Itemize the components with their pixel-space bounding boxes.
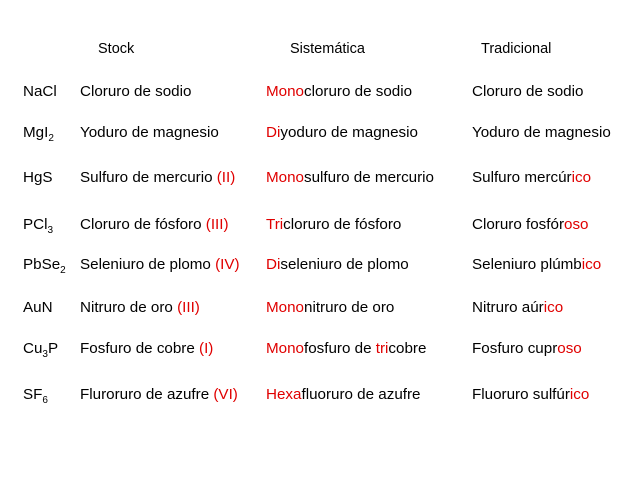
header-tradicional: Tradicional bbox=[481, 41, 552, 57]
traditional-name-cell bbox=[472, 299, 563, 316]
text-segment: Nitruro aúr bbox=[472, 299, 544, 316]
formula-cell bbox=[23, 124, 54, 144]
table-row bbox=[0, 386, 638, 408]
subscript: 2 bbox=[48, 133, 54, 144]
systematic-name-cell bbox=[266, 386, 421, 403]
text-segment: SF bbox=[23, 386, 43, 403]
formula-cell bbox=[23, 386, 48, 406]
text-segment: cloruro de fósforo bbox=[283, 216, 402, 233]
text-segment: Sulfuro mercúr bbox=[472, 169, 572, 186]
text-segment: fluoruro de azufre bbox=[301, 386, 421, 403]
highlighted-segment: (VI) bbox=[213, 386, 238, 403]
highlighted-segment: (III) bbox=[205, 216, 229, 233]
highlighted-segment: Di bbox=[266, 124, 281, 141]
text-segment: P bbox=[47, 340, 59, 357]
stock-name-cell bbox=[80, 256, 240, 273]
traditional-name-cell bbox=[472, 124, 611, 141]
table-row bbox=[0, 216, 638, 238]
table-row bbox=[0, 299, 638, 321]
text-segment: Nitruro de oro bbox=[80, 299, 178, 316]
traditional-name-cell bbox=[472, 216, 589, 233]
text-segment: Cloruro fosfór bbox=[472, 216, 565, 233]
text-segment: Yoduro de magnesio bbox=[80, 124, 219, 141]
text-segment: fosfuro de bbox=[304, 340, 376, 357]
systematic-name-cell bbox=[266, 256, 409, 273]
highlighted-segment: ico bbox=[571, 169, 592, 186]
highlighted-segment: (II) bbox=[216, 169, 236, 186]
formula-cell bbox=[23, 299, 53, 316]
text-segment: PCl bbox=[23, 216, 48, 233]
highlighted-segment: Mono bbox=[266, 299, 304, 316]
text-segment: cobre bbox=[388, 340, 427, 357]
subscript: 3 bbox=[47, 225, 54, 236]
highlighted-segment: ico bbox=[581, 256, 602, 273]
stock-name-cell bbox=[80, 124, 219, 141]
highlighted-segment: ico bbox=[543, 299, 564, 316]
traditional-name-cell bbox=[472, 340, 582, 357]
stock-name-cell bbox=[80, 340, 213, 357]
traditional-name-cell bbox=[472, 256, 601, 273]
systematic-name-cell bbox=[266, 299, 394, 316]
text-segment: NaCl bbox=[23, 83, 57, 100]
text-segment: seleniuro de plomo bbox=[280, 256, 409, 273]
stock-name-cell bbox=[80, 169, 235, 186]
subscript: 2 bbox=[60, 265, 66, 276]
formula-cell bbox=[23, 340, 59, 360]
text-segment: PbSe bbox=[23, 256, 61, 273]
text-segment: yoduro de magnesio bbox=[280, 124, 418, 141]
stock-name-cell bbox=[80, 83, 191, 100]
highlighted-segment: ico bbox=[569, 386, 590, 403]
stock-name-cell bbox=[80, 216, 229, 233]
highlighted-segment: (III) bbox=[177, 299, 200, 316]
text-segment: Seleniuro plúmb bbox=[472, 256, 582, 273]
highlighted-segment: (IV) bbox=[215, 256, 240, 273]
text-segment: HgS bbox=[23, 169, 53, 186]
formula-cell bbox=[23, 169, 53, 186]
highlighted-segment: oso bbox=[557, 340, 582, 357]
traditional-name-cell bbox=[472, 386, 589, 403]
formula-cell bbox=[23, 83, 57, 100]
table-row bbox=[0, 169, 638, 191]
subscript: 6 bbox=[42, 395, 48, 406]
header-stock: Stock bbox=[98, 41, 135, 57]
text-segment: cloruro de sodio bbox=[304, 83, 413, 100]
text-segment: nitruro de oro bbox=[304, 299, 395, 316]
text-segment: sulfuro de mercurio bbox=[304, 169, 434, 186]
systematic-name-cell bbox=[266, 83, 412, 100]
highlighted-segment: tri bbox=[375, 340, 389, 357]
systematic-name-cell bbox=[266, 169, 434, 186]
text-segment: Sulfuro de mercurio bbox=[80, 169, 217, 186]
highlighted-segment: Hexa bbox=[266, 386, 302, 403]
highlighted-segment: (I) bbox=[199, 340, 214, 357]
highlighted-segment: oso bbox=[564, 216, 589, 233]
text-segment: Fluoruro sulfúr bbox=[472, 386, 570, 403]
systematic-name-cell bbox=[266, 124, 418, 141]
traditional-name-cell bbox=[472, 169, 591, 186]
header-sistematica: Sistemática bbox=[290, 41, 365, 57]
text-segment: Cloruro de sodio bbox=[80, 83, 192, 100]
text-segment: Fosfuro cupr bbox=[472, 340, 558, 357]
traditional-name-cell bbox=[472, 83, 583, 100]
highlighted-segment: Mono bbox=[266, 340, 304, 357]
highlighted-segment: Tri bbox=[266, 216, 284, 233]
text-segment: AuN bbox=[23, 299, 53, 316]
table-row bbox=[0, 83, 638, 105]
highlighted-segment: Mono bbox=[266, 83, 304, 100]
text-segment: Cloruro de sodio bbox=[472, 83, 584, 100]
highlighted-segment: Mono bbox=[266, 169, 304, 186]
text-segment: Seleniuro de plomo bbox=[80, 256, 216, 273]
stock-name-cell bbox=[80, 386, 238, 403]
systematic-name-cell bbox=[266, 216, 401, 233]
text-segment: MgI bbox=[23, 124, 49, 141]
text-segment: Cloruro de fósforo bbox=[80, 216, 206, 233]
text-segment: Cu bbox=[23, 340, 43, 357]
table-row bbox=[0, 124, 638, 146]
subscript: 3 bbox=[42, 349, 48, 360]
stock-name-cell bbox=[80, 299, 200, 316]
highlighted-segment: Di bbox=[266, 256, 281, 273]
systematic-name-cell bbox=[266, 340, 426, 357]
table-row bbox=[0, 256, 638, 278]
text-segment: Fluroruro de azufre bbox=[80, 386, 214, 403]
table-row bbox=[0, 340, 638, 362]
text-segment: Yoduro de magnesio bbox=[472, 124, 611, 141]
formula-cell bbox=[23, 216, 54, 236]
formula-cell bbox=[23, 256, 66, 276]
text-segment: Fosfuro de cobre bbox=[80, 340, 200, 357]
